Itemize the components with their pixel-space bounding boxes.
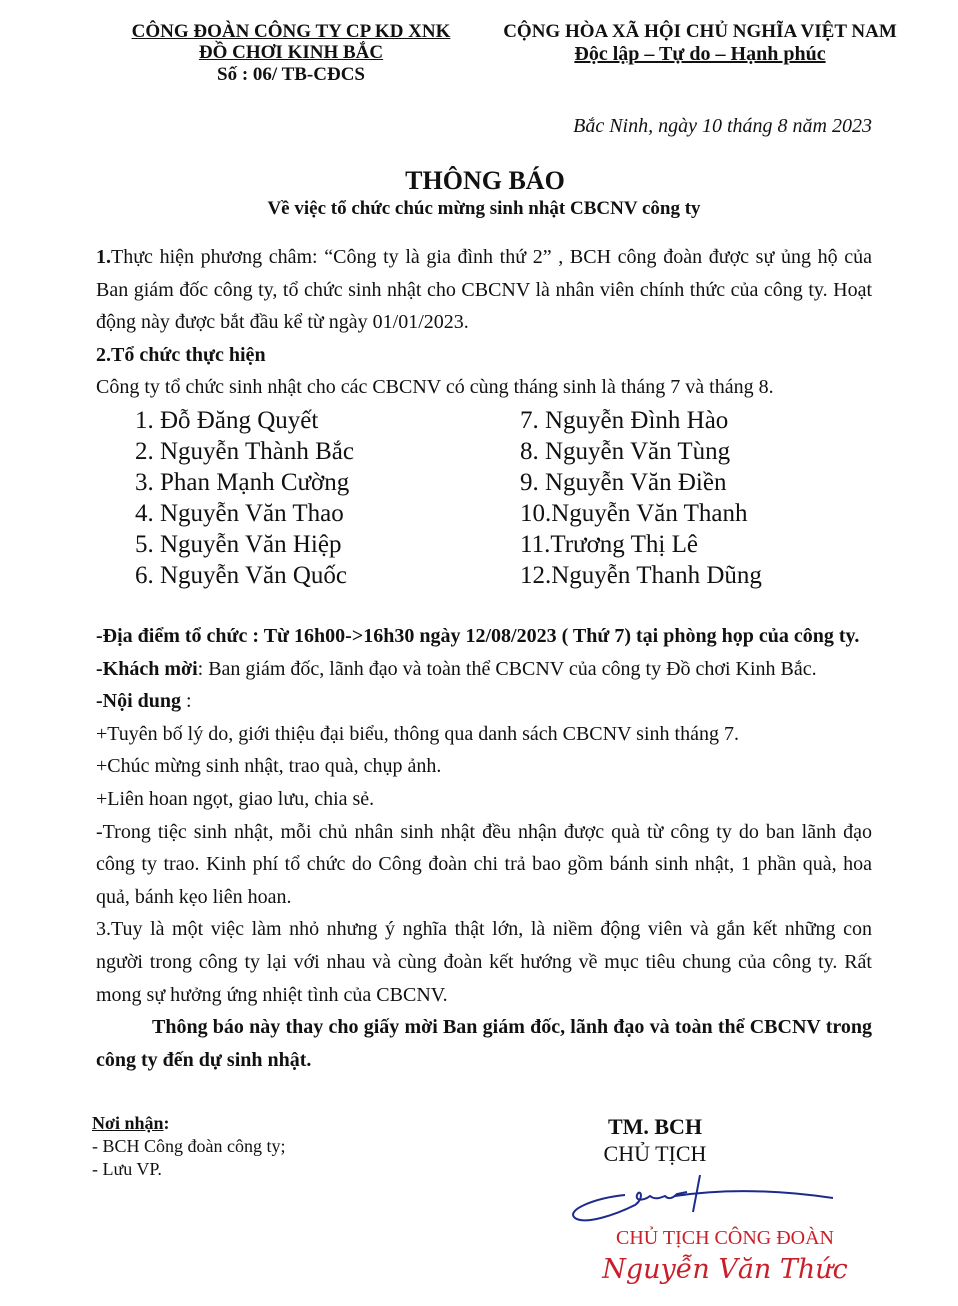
section-2-heading xyxy=(96,339,872,372)
recipient-item: - Lưu VP. xyxy=(92,1159,162,1179)
name-item: 4. Nguyễn Văn Thao xyxy=(135,500,344,527)
name-item: 6. Nguyễn Văn Quốc xyxy=(135,562,347,589)
content-suffix: : xyxy=(181,690,192,713)
content-item: +Liên hoan ngọt, giao lưu, chia sẻ. xyxy=(96,787,375,810)
company-name: ĐỒ CHƠI KINH BẮC xyxy=(198,42,384,63)
recipient-item: - BCH Công đoàn công ty; xyxy=(92,1136,286,1156)
name-item: 1. Đỗ Đăng Quyết xyxy=(135,407,319,434)
name-item: 5. Nguyễn Văn Hiệp xyxy=(135,531,342,558)
content-note: -Trong tiệc sinh nhật, mỗi chủ nhân sinh nhật đều nhận được quà từ công ty do ban lãnh đạo công ty trao. Kinh phí tổ chức do Công đoàn chi trả bao gồm bánh sinh nhật, 1 phần quà, hoa quả, bánh kẹo liên hoan. xyxy=(96,820,872,908)
document-date: Bắc Ninh, ngày 10 tháng 8 năm 2023 xyxy=(573,115,872,137)
closing-statement xyxy=(96,1011,872,1076)
section-1-number: 1. xyxy=(96,246,111,268)
closing-text: Thông báo này thay cho giấy mời Ban giám đốc, lãnh đạo và toàn thể CBCNV trong công ty đến dự sinh nhật. xyxy=(96,1016,872,1071)
body-part1 xyxy=(96,241,872,404)
name-item: 12.Nguyễn Thanh Dũng xyxy=(520,562,762,589)
name-item: 8. Nguyễn Văn Tùng xyxy=(520,438,731,465)
header-left xyxy=(120,21,462,85)
national-title: CỘNG HÒA XÃ HỘI CHỦ NGHĨA VIỆT NAM xyxy=(503,21,897,42)
name-item: 3. Phan Mạnh Cường xyxy=(135,469,350,496)
document-subtitle: Về việc tổ chức chúc mừng sinh nhật CBCNV công ty xyxy=(267,198,701,219)
guests-text: : Ban giám đốc, lãnh đạo và toàn thể CBCNV của công ty Đồ chơi Kinh Bắc. xyxy=(197,657,817,680)
guests xyxy=(96,653,872,686)
document-title: THÔNG BÁO xyxy=(405,166,565,195)
content-heading xyxy=(96,685,872,718)
signer-role: CHỦ TỊCH xyxy=(603,1141,707,1166)
signer-title xyxy=(555,1113,755,1167)
location-text: -Địa điểm tổ chức : Từ 16h00->16h30 ngày 12/08/2023 ( Thứ 7) tại phòng họp của công ty. xyxy=(96,625,860,647)
union-name: CÔNG ĐOÀN CÔNG TY CP KD XNK xyxy=(131,21,451,42)
document-number: Số : 06/ TB-CĐCS xyxy=(217,64,365,85)
name-item: 10.Nguyễn Văn Thanh xyxy=(520,500,748,527)
stamp-title: CHỦ TỊCH CÔNG ĐOÀN xyxy=(616,1227,834,1249)
content-item: +Tuyên bố lý do, giới thiệu đại biểu, thông qua danh sách CBCNV sinh tháng 7. xyxy=(96,722,739,745)
section-1 xyxy=(96,241,872,339)
name-item: 9. Nguyễn Văn Điền xyxy=(520,469,727,496)
handwritten-signature xyxy=(565,1170,845,1230)
name-item: 11.Trương Thị Lê xyxy=(520,531,698,558)
recipients-heading xyxy=(92,1112,286,1135)
signer-org: TM. BCH xyxy=(607,1114,703,1139)
content-label: -Nội dung xyxy=(96,690,182,713)
national-motto: Độc lập – Tự do – Hạnh phúc xyxy=(574,43,826,65)
section-2-heading-text: 2.Tổ chức thực hiện xyxy=(96,343,266,366)
header-right xyxy=(488,21,912,65)
section-2-intro: Công ty tổ chức sinh nhật cho các CBCNV có cùng tháng sinh là tháng 7 và tháng 8. xyxy=(96,376,774,399)
body-part2 xyxy=(96,620,872,1076)
names-left-column xyxy=(135,405,354,591)
name-item: 2. Nguyễn Thành Bắc xyxy=(135,438,354,465)
recipients xyxy=(92,1112,286,1181)
name-item: 7. Nguyễn Đình Hào xyxy=(520,407,729,434)
recipients-colon: : xyxy=(163,1113,170,1133)
recipients-label: Nơi nhận xyxy=(92,1113,164,1133)
section-3: 3.Tuy là một việc làm nhỏ nhưng ý nghĩa thật lớn, là niềm động viên và gắn kết những con người trong công ty lại với nhau và cùng đoàn kết hướng về mục tiêu chung của công ty. Rất mong sự hưởng ứng nhiệt tình của CBCNV. xyxy=(96,918,872,1006)
names-right-column xyxy=(520,405,762,591)
guests-label: -Khách mời xyxy=(96,657,198,680)
section-1-text: Thực hiện phương châm: “Công ty là gia đình thứ 2” , BCH công đoàn được sự ủng hộ của Ban giám đốc công ty, tổ chức sinh nhật cho CBCNV là nhân viên chính thức của công ty. Hoạt động này được bắt đầu kể từ ngày 01/01/2023. xyxy=(96,246,872,334)
stamp-name: Nguyễn Văn Thức xyxy=(602,1254,848,1285)
location xyxy=(96,620,872,653)
content-item: +Chúc mừng sinh nhật, trao quà, chụp ảnh. xyxy=(96,755,442,778)
